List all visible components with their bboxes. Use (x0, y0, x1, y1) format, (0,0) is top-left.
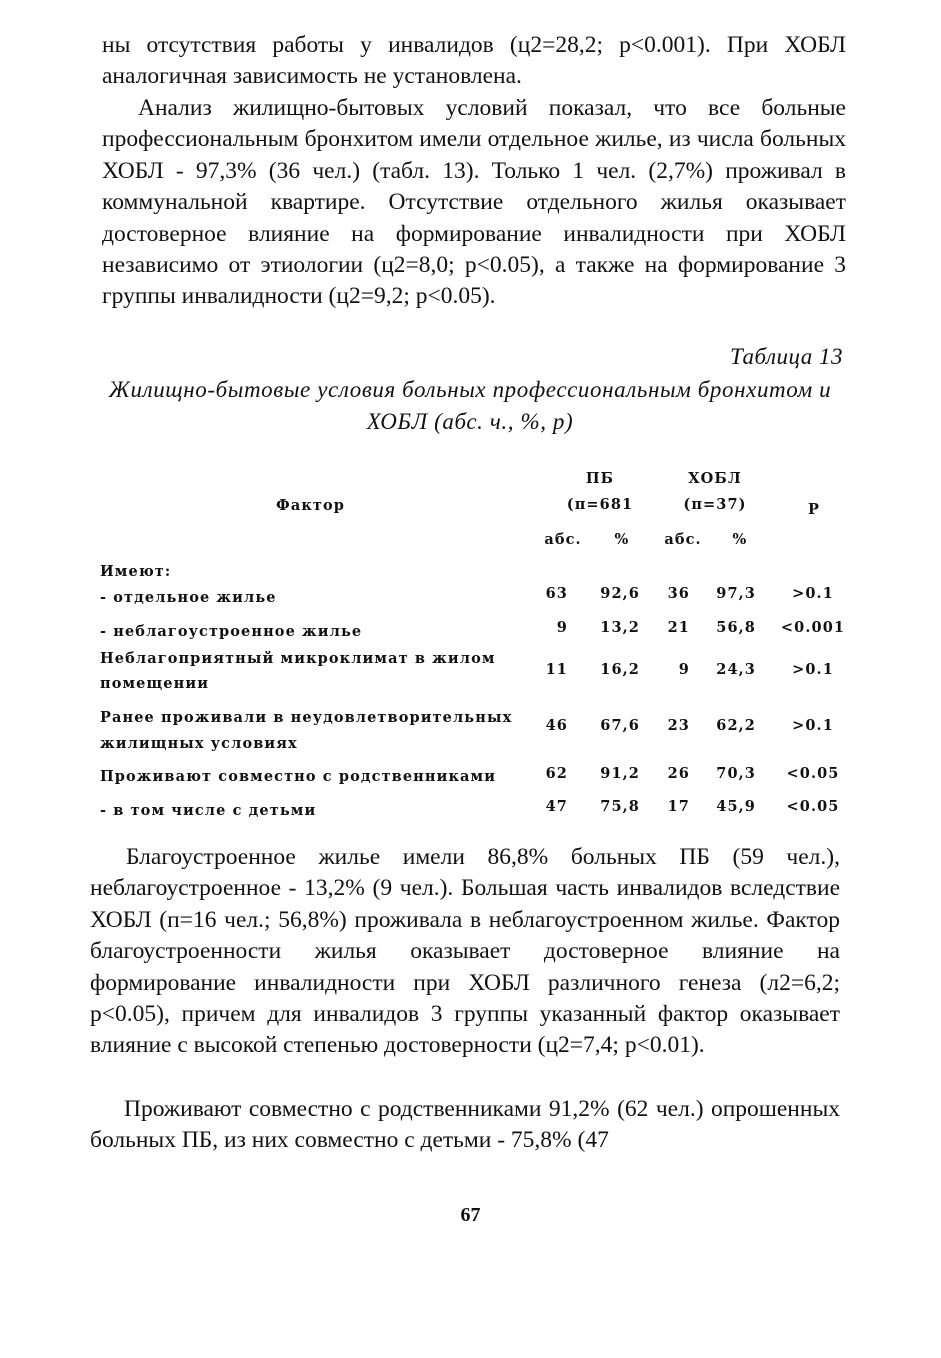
page-number: 67 (460, 1204, 481, 1226)
header-abs-khobl: абс. (664, 531, 702, 548)
row-factor: Ранее проживали в неудовлетворительных (100, 709, 513, 726)
cell-pb-abs: 46 (545, 717, 568, 734)
header-pct-khobl: % (732, 531, 748, 548)
group-label: Имеют: (100, 563, 172, 580)
cell-khobl-pct: 62,2 (716, 717, 756, 734)
cell-pb-pct: 91,2 (600, 765, 640, 782)
table-caption: Жилищно-бытовые условия больных профессиональным бронхитом и ХОБЛ (абс. ч., %, р) (108, 377, 832, 434)
cell-pb-pct: 75,8 (600, 798, 640, 815)
paragraph-housing-analysis: Анализ жилищно-бытовых условий показал, что все больные профессиональным бронхитом имели отдельное жилье, из числа больных ХОБЛ - 97,3% (36 чел.) (табл. 13). Только 1 чел. (2,7%) проживал в коммунальной квартире. Отсутствие отдельного жилья оказывает достоверное влияние на формирование инвалидности при ХОБЛ независимо от этиологии (ц2=8,0; р<0.05), а также на формирование 3 группы инвалидности (ц2=9,2; р<0.05). (102, 95, 846, 310)
header-abs-pb: абс. (544, 531, 582, 548)
header-pct-pb: % (614, 531, 630, 548)
cell-khobl-abs: 36 (667, 585, 690, 602)
paragraph-intro: ны отсутствия работы у инвалидов (ц2=28,2; р<0.001). При ХОБЛ аналогичная зависимость не установлена. (102, 32, 846, 90)
cell-p: >0.1 (792, 585, 834, 602)
cell-pb-pct: 67,6 (600, 717, 640, 734)
row-factor: - отдельное жилье (100, 589, 277, 606)
cell-khobl-abs: 17 (667, 798, 690, 815)
cell-pb-abs: 47 (545, 798, 568, 815)
cell-khobl-pct: 97,3 (716, 585, 756, 602)
cell-khobl-abs: 23 (667, 717, 690, 734)
cell-khobl-pct: 70,3 (716, 765, 756, 782)
cell-p: <0.05 (786, 798, 840, 815)
header-p: Р (807, 501, 820, 518)
cell-pb-abs: 62 (545, 765, 568, 782)
row-factor: Проживают совместно с родственниками (100, 768, 497, 785)
header-pb-n: (п=681 (566, 496, 634, 513)
cell-pb-abs: 11 (545, 661, 568, 678)
cell-khobl-abs: 21 (667, 619, 690, 636)
paragraph-amenities: Благоустроенное жилье имели 86,8% больных ПБ (59 чел.), неблагоустроенное - 13,2% (9 чел.). Большая часть инвалидов вследствие ХОБЛ (п=16 чел.; 56,8%) проживала в неблагоустроенном жилье. Фактор благоустроенности жилья оказывает достоверное влияние на формирование инвалидности при ХОБЛ различного генеза (л2=6,2; р<0.05), причем для инвалидов 3 группы указанный фактор оказывает влияние с высокой степенью достоверности (ц2=7,4; р<0.01). (90, 844, 840, 1059)
cell-pb-pct: 16,2 (600, 661, 640, 678)
row-factor: - неблагоустроенное жилье (100, 623, 363, 640)
cell-pb-abs: 9 (556, 619, 568, 636)
cell-p: <0.05 (786, 765, 840, 782)
cell-p: <0.001 (780, 619, 846, 636)
row-factor: - в том числе с детьми (100, 802, 317, 819)
header-khobl: ХОБЛ (688, 470, 742, 487)
cell-khobl-abs: 26 (667, 765, 690, 782)
table-number: Таблица 13 (729, 344, 843, 369)
cell-pb-abs: 63 (545, 585, 568, 602)
paragraph-relatives: Проживают совместно с родственниками 91,2% (62 чел.) опрошенных больных ПБ, из них совместно с детьми - 75,8% (47 (90, 1096, 840, 1154)
cell-p: >0.1 (792, 717, 834, 734)
cell-khobl-pct: 45,9 (716, 798, 756, 815)
header-pb: ПБ (585, 470, 615, 487)
cell-khobl-abs: 9 (678, 661, 690, 678)
row-factor-continued: помещении (100, 675, 210, 692)
cell-pb-pct: 92,6 (600, 585, 640, 602)
cell-p: >0.1 (792, 661, 834, 678)
cell-pb-pct: 13,2 (600, 619, 640, 636)
row-factor-continued: жилищных условиях (100, 735, 298, 752)
header-khobl-n: (п=37) (683, 496, 747, 513)
cell-khobl-pct: 56,8 (716, 619, 756, 636)
cell-khobl-pct: 24,3 (716, 661, 756, 678)
header-factor: Фактор (276, 497, 346, 514)
row-factor: Неблагоприятный микроклимат в жилом (100, 650, 496, 667)
